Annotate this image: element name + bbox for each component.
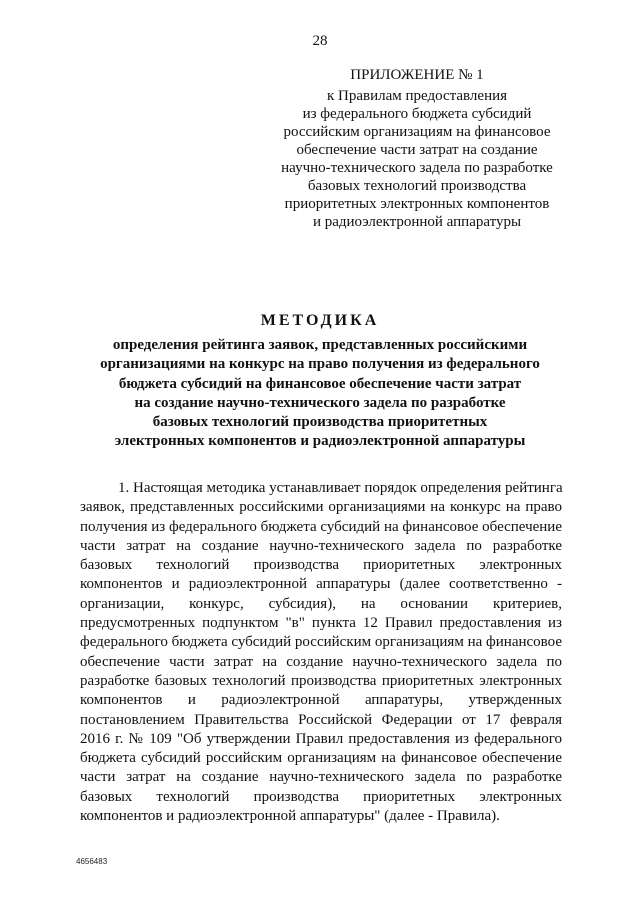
paragraph-line: заявок, представленных российскими организациями на конкурс на право — [80, 499, 562, 516]
paragraph-line: организации, конкурс, субсидия), на основании критериев, — [80, 595, 562, 612]
paragraph-line: обеспечение части затрат на создание научно-технического задела по — [80, 653, 562, 670]
appendix-line: научно-технического задела по разработке — [281, 160, 553, 176]
subtitle-line: электронных компонентов и радиоэлектронной аппаратуры — [114, 433, 526, 450]
document-subtitle — [70, 336, 570, 452]
paragraph-line: компонентов и радиоэлектронной аппаратуры (далее соответственно - — [80, 576, 562, 593]
appendix-line: и радиоэлектронной аппаратуры — [312, 214, 522, 230]
paragraph-line: получения из федерального бюджета субсидий на финансовое обеспечение — [80, 518, 562, 535]
paragraph-line: 2016 г. № 109 "Об утверждении Правил предоставления из федерального — [80, 730, 562, 747]
body-paragraph — [80, 479, 562, 826]
paragraph-line: части затрат на создание научно-технического задела по разработке — [80, 537, 562, 554]
appendix-lines — [272, 87, 562, 231]
paragraph-line: 1. Настоящая методика устанавливает порядок определения рейтинга — [118, 480, 563, 496]
paragraph-line: федерального бюджета субсидий российским организациям на финансовое — [80, 634, 562, 651]
subtitle-line: базовых технологий производства приоритетных — [152, 414, 488, 431]
footer-document-code: 4656483 — [76, 857, 108, 866]
paragraph-line: компонентов и радиоэлектронной аппаратуры" (далее - Правила). — [80, 808, 500, 825]
paragraph-line: предусмотренных подпунктом "в" пункта 12 Правил предоставления из — [80, 615, 562, 632]
paragraph-line: базовых технологий производства приоритетных электронных — [80, 557, 562, 574]
paragraph-line: базовых технологий производства приоритетных электронных — [80, 788, 562, 805]
paragraph-line: части затрат на создание научно-технического задела по разработке — [80, 769, 562, 786]
paragraph-line: постановлением Правительства Российской Федерации от 17 февраля — [80, 711, 562, 728]
appendix-line: российским организациям на финансовое — [283, 124, 551, 140]
subtitle-line: на создание научно-технического задела по разработке — [134, 394, 506, 411]
appendix-header — [272, 66, 562, 231]
appendix-line: приоритетных электронных компонентов — [284, 196, 550, 212]
appendix-line: базовых технологий производства — [307, 178, 527, 194]
subtitle-line: бюджета субсидий на финансовое обеспечение части затрат — [118, 375, 522, 392]
page-number: 28 — [312, 33, 328, 49]
subtitle-line: определения рейтинга заявок, представленных российскими — [112, 337, 528, 353]
subtitle-line: организациями на конкурс на право получения из федерального — [100, 356, 540, 373]
appendix-line: к Правилам предоставления — [326, 88, 508, 104]
appendix-line: обеспечение части затрат на создание — [296, 142, 538, 158]
appendix-line: из федерального бюджета субсидий — [302, 106, 532, 122]
paragraph-line: разработке базовых технологий производства приоритетных электронных — [80, 672, 562, 689]
paragraph-line: компонентов и радиоэлектронной аппаратуры, утвержденных — [80, 692, 562, 709]
appendix-title: ПРИЛОЖЕНИЕ № 1 — [350, 67, 484, 83]
document-title: МЕТОДИКА — [260, 312, 380, 329]
paragraph-line: бюджета субсидий российским организациям на финансовое обеспечение — [80, 750, 562, 767]
